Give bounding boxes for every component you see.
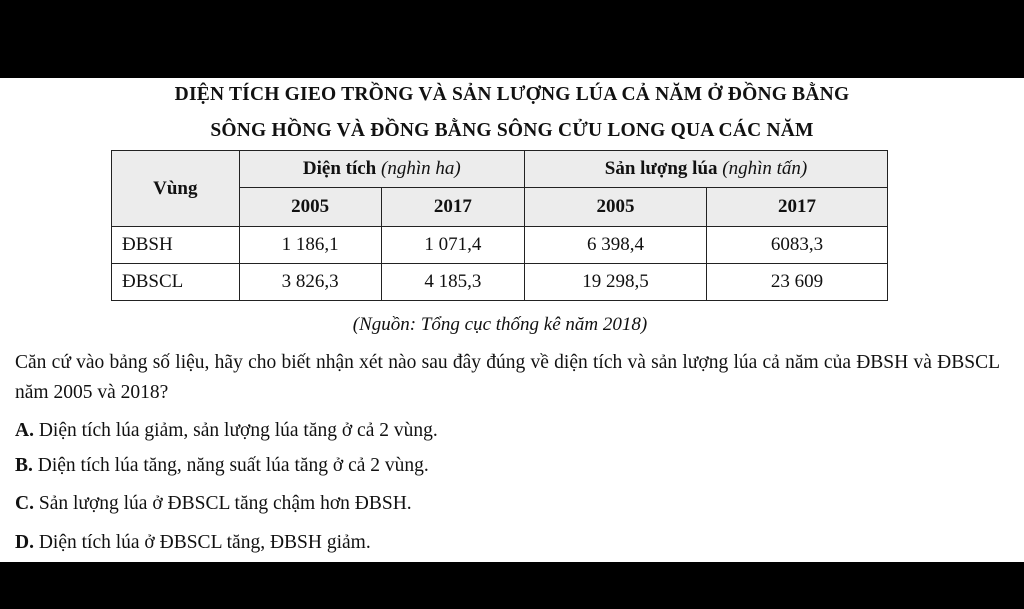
option-d[interactable] <box>15 532 1000 554</box>
option-letter: B. <box>15 455 33 476</box>
table-header-row <box>112 151 888 188</box>
table-row <box>112 264 888 301</box>
year-header: 2005 <box>239 188 381 227</box>
option-letter: D. <box>15 532 34 553</box>
value-cell: 4 185,3 <box>381 264 524 301</box>
area-header-label: Diện tích <box>302 158 377 179</box>
output-header-label: Sản lượng lúa <box>604 158 718 179</box>
value-cell: 19 298,5 <box>525 264 707 301</box>
area-unit: (nghìn ha) <box>381 158 461 179</box>
value-cell: 6 398,4 <box>525 227 707 264</box>
document-page <box>0 78 1024 562</box>
option-letter: C. <box>15 493 34 514</box>
table-row <box>112 227 888 264</box>
year-header: 2005 <box>525 188 707 227</box>
option-c[interactable] <box>15 493 1000 515</box>
option-text: Sản lượng lúa ở ĐBSCL tăng chậm hơn ĐBSH. <box>33 493 412 514</box>
value-cell: 3 826,3 <box>239 264 381 301</box>
option-text: Diện tích lúa giảm, sản lượng lúa tăng ở cả 2 vùng. <box>33 420 438 441</box>
value-cell: 1 186,1 <box>239 227 381 264</box>
option-text: Diện tích lúa ở ĐBSCL tăng, ĐBSH giảm. <box>33 532 371 553</box>
year-header: 2017 <box>706 188 887 227</box>
output-header <box>525 151 888 188</box>
title-line-2: SÔNG HỒNG VÀ ĐỒNG BẰNG SÔNG CỬU LONG QUA CÁC NĂM <box>210 120 814 141</box>
value-cell: 6083,3 <box>706 227 887 264</box>
area-header <box>239 151 524 188</box>
year-header: 2017 <box>381 188 524 227</box>
source-note: (Nguồn: Tổng cục thống kê năm 2018) <box>352 314 648 335</box>
region-header: Vùng <box>112 151 240 227</box>
option-b[interactable] <box>15 455 1000 477</box>
title-line-1: DIỆN TÍCH GIEO TRỒNG VÀ SẢN LƯỢNG LÚA CẢ NĂM Ở ĐỒNG BẰNG <box>174 84 850 105</box>
region-cell: ĐBSH <box>112 227 240 264</box>
option-letter: A. <box>15 420 34 441</box>
option-text: Diện tích lúa tăng, năng suất lúa tăng ở cả 2 vùng. <box>32 455 429 476</box>
data-table <box>111 150 888 301</box>
option-a[interactable] <box>15 420 1000 442</box>
value-cell: 1 071,4 <box>381 227 524 264</box>
question-text: Căn cứ vào bảng số liệu, hãy cho biết nhận xét nào sau đây đúng về diện tích và sản lượng lúa cả năm của ĐBSH và ĐBSCL năm 2005 và 2018? <box>15 352 1000 403</box>
value-cell: 23 609 <box>706 264 887 301</box>
output-unit: (nghìn tấn) <box>722 158 808 179</box>
region-cell: ĐBSCL <box>112 264 240 301</box>
